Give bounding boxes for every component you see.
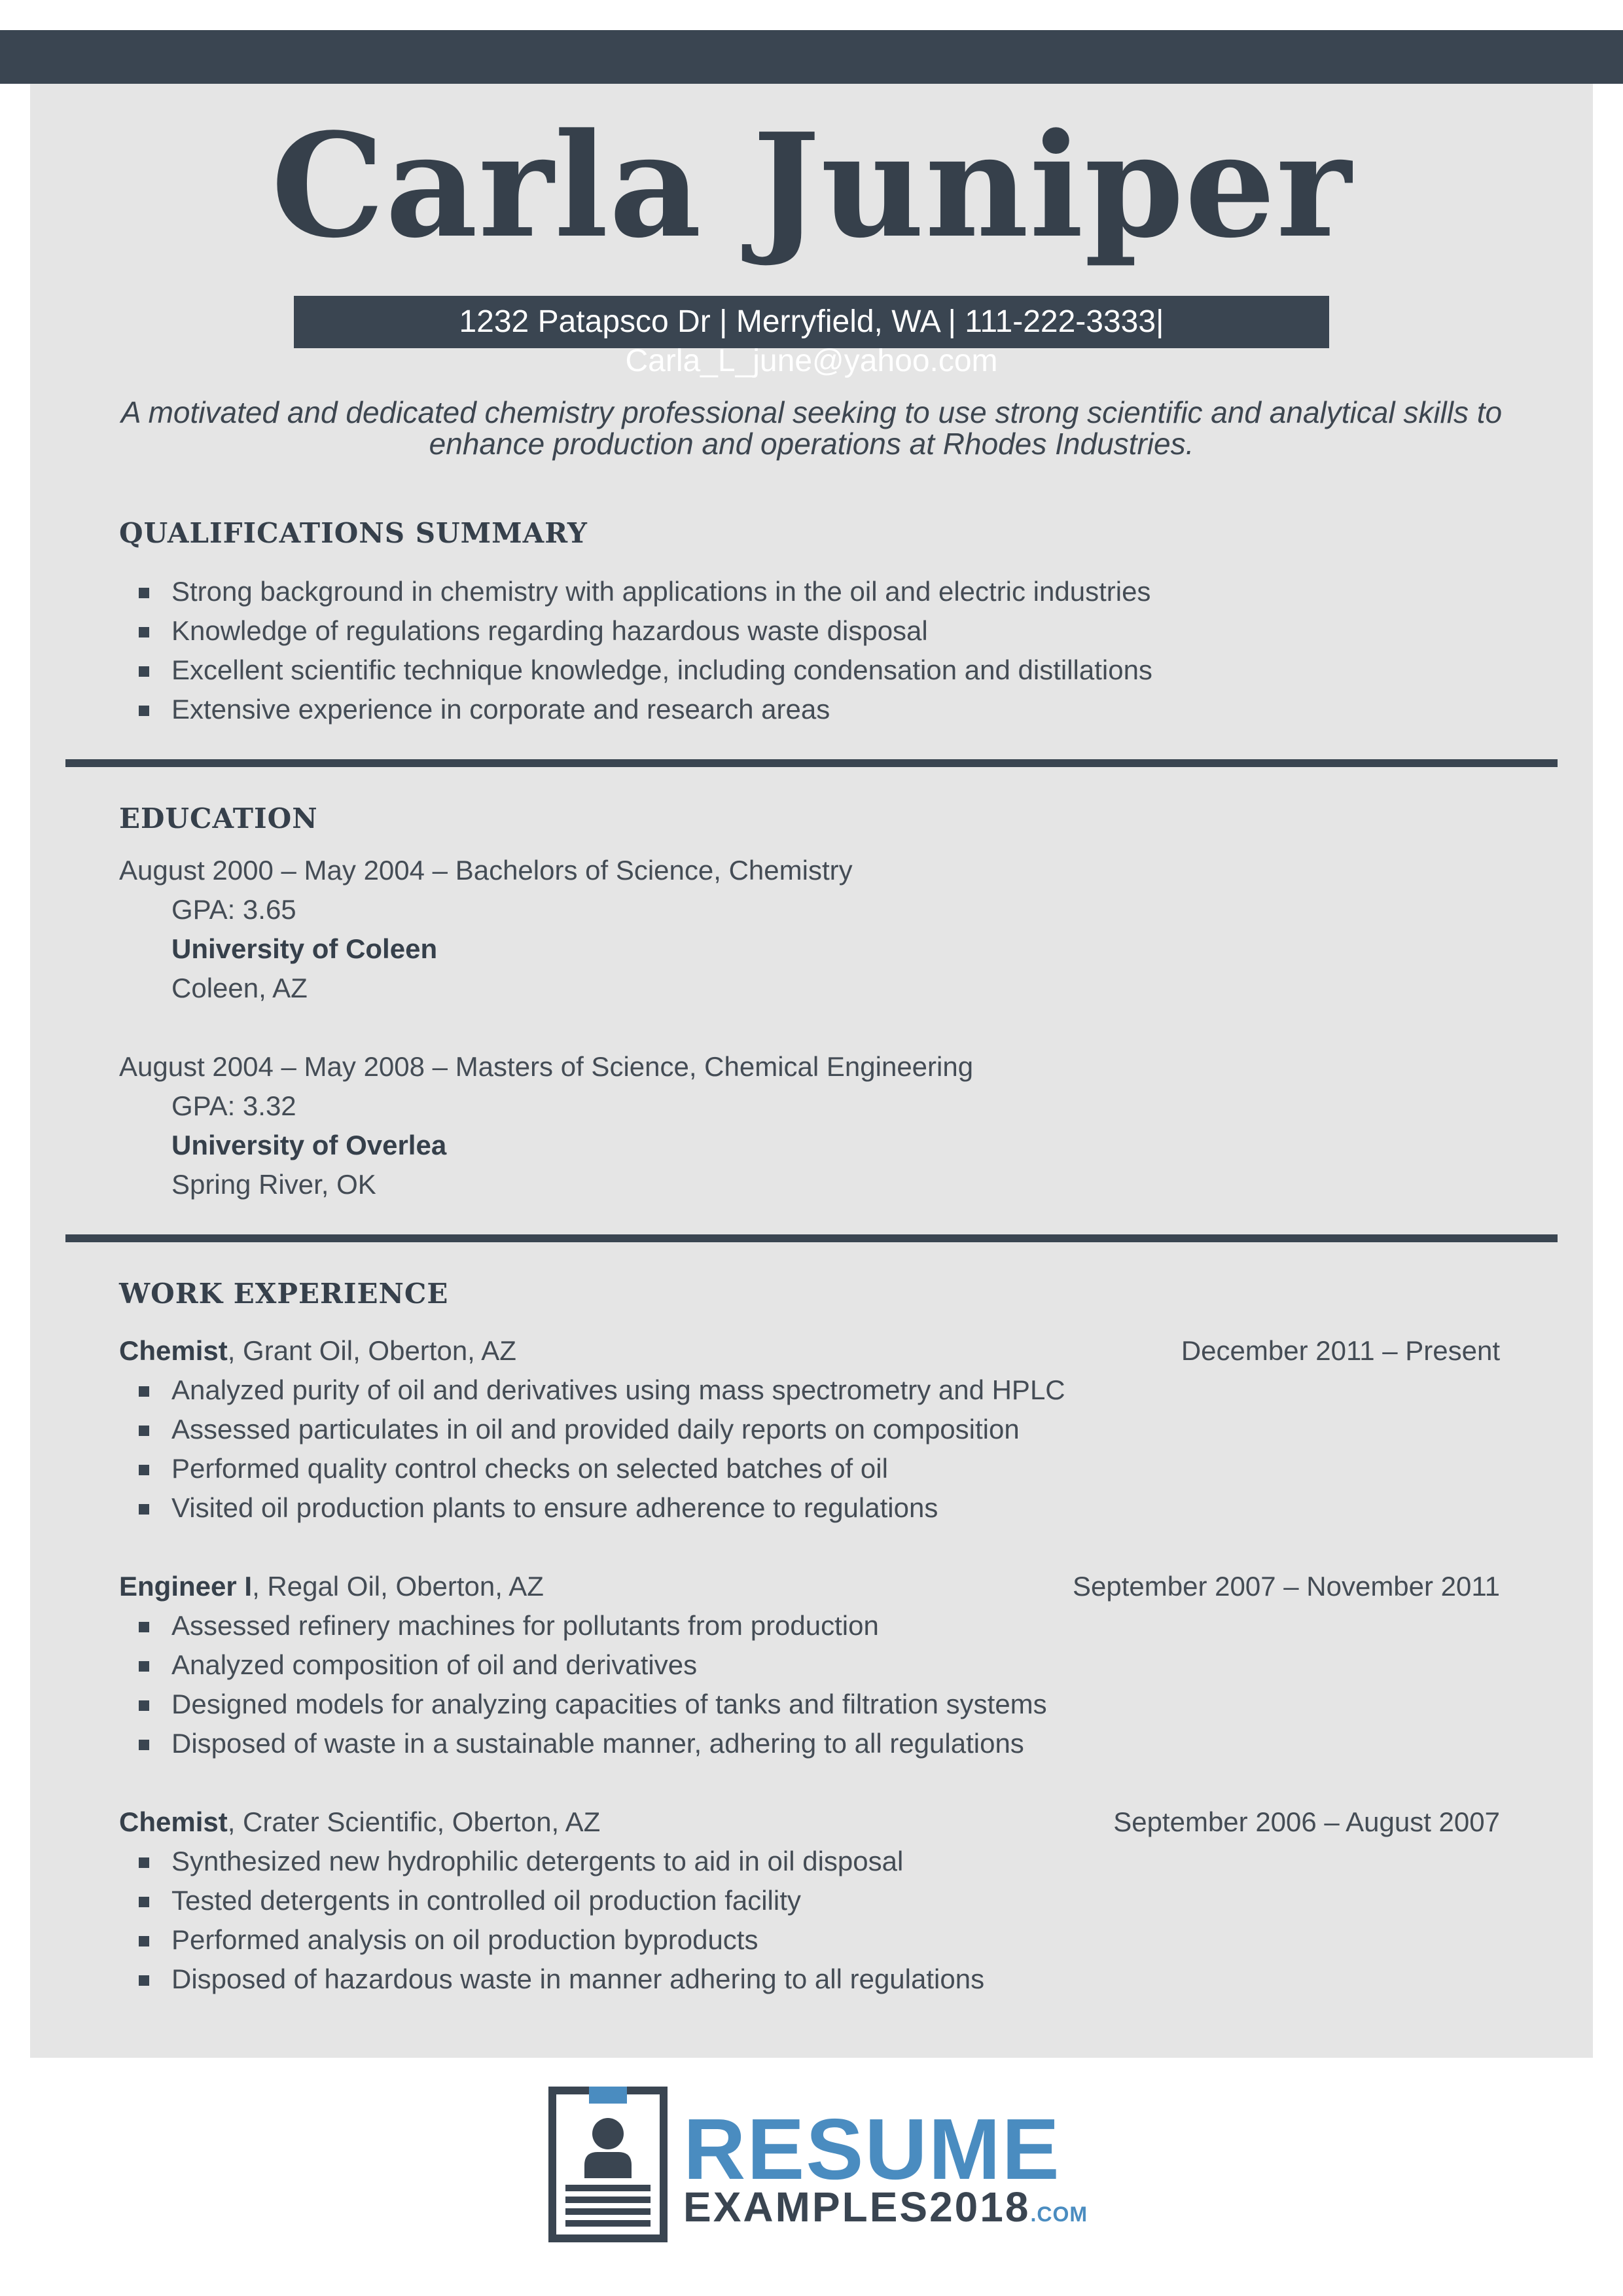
education-entry [119,1047,973,1204]
job-dates: September 2007 – November 2011 [1073,1571,1500,1602]
list-item: Performed quality control checks on selected batches of oil [139,1449,1065,1488]
list-item: Analyzed composition of oil and derivatives [139,1645,1047,1685]
bullet-square-icon [139,1386,149,1397]
education-heading: EDUCATION [119,802,318,834]
job-header [119,1803,1500,1842]
education-entry [119,851,853,1008]
job-duties-list [139,1606,1047,1763]
job-company: , Regal Oil, Oberton, AZ [252,1571,544,1602]
list-item: Tested detergents in controlled oil production facility [139,1881,984,1920]
list-item: Visited oil production plants to ensure adherence to regulations [139,1488,1065,1528]
bullet-square-icon [139,1740,149,1750]
bullet-square-icon [139,1975,149,1986]
logo-text-examples: EXAMPLES2018.COM [683,2183,1088,2231]
gpa: GPA: 3.32 [171,1090,296,1121]
job-dates: September 2006 – August 2007 [1113,1806,1500,1837]
objective-line-2: enhance production and operations at Rhodes Industries. [429,427,1194,461]
bullet-square-icon [139,1622,149,1632]
logo-text-com: .COM [1030,2202,1088,2226]
bullet-square-icon [139,588,149,598]
objective-statement [98,397,1525,459]
job-header [119,1331,1500,1371]
contact-info: 1232 Patapsco Dr | Merryfield, WA | 111-222-3333| Carla_L_june@yahoo.com [294,296,1329,348]
contact-bar [0,296,1623,378]
list-item: Knowledge of regulations regarding hazardous waste disposal [139,611,1152,651]
list-item: Disposed of hazardous waste in manner adhering to all regulations [139,1960,984,1999]
clipboard-icon [548,2087,668,2242]
job-title: Engineer I [119,1571,253,1602]
bullet-square-icon [139,1857,149,1868]
list-item: Performed analysis on oil production byproducts [139,1920,984,1960]
job-title: Chemist [119,1335,228,1366]
school-location: Coleen, AZ [171,973,308,1003]
job-company: , Crater Scientific, Oberton, AZ [227,1806,601,1837]
bullet-square-icon [139,1426,149,1436]
logo-text-resume: RESUME [683,2101,1061,2197]
job-dates: December 2011 – Present [1181,1335,1500,1366]
list-item: Excellent scientific technique knowledge, including condensation and distillations [139,651,1152,690]
list-item: Disposed of waste in a sustainable manner, adhering to all regulations [139,1724,1047,1763]
job-header [119,1567,1500,1606]
top-banner [0,30,1623,84]
school-name: University of Coleen [171,933,438,964]
job-duties-list [139,1842,984,1999]
bullet-square-icon [139,1936,149,1946]
bullet-square-icon [139,1504,149,1515]
section-divider [65,759,1558,767]
bullet-square-icon [139,1897,149,1907]
list-item: Synthesized new hydrophilic detergents to aid in oil disposal [139,1842,984,1881]
gpa: GPA: 3.65 [171,894,296,925]
list-item: Designed models for analyzing capacities of tanks and filtration systems [139,1685,1047,1724]
job-duties-list [139,1371,1065,1528]
degree-line: August 2000 – May 2004 – Bachelors of Science, Chemistry [119,855,853,886]
list-item: Extensive experience in corporate and research areas [139,690,1152,729]
bullet-square-icon [139,1465,149,1475]
candidate-name: Carla Juniper [271,102,1352,270]
job-company: , Grant Oil, Oberton, AZ [227,1335,516,1366]
school-location: Spring River, OK [171,1169,376,1200]
experience-heading: WORK EXPERIENCE [119,1278,449,1310]
degree-line: August 2004 – May 2008 – Masters of Science, Chemical Engineering [119,1051,974,1082]
qualifications-list [139,572,1152,729]
school-name: University of Overlea [171,1130,447,1160]
section-divider [65,1234,1558,1242]
bullet-square-icon [139,1700,149,1711]
qualifications-heading: QUALIFICATIONS SUMMARY [119,517,588,549]
list-item: Analyzed purity of oil and derivatives using mass spectrometry and HPLC [139,1371,1065,1410]
bullet-square-icon [139,627,149,637]
job-title: Chemist [119,1806,228,1837]
list-item: Strong background in chemistry with applications in the oil and electric industries [139,572,1152,611]
list-item: Assessed refinery machines for pollutants from production [139,1606,1047,1645]
list-item: Assessed particulates in oil and provided daily reports on composition [139,1410,1065,1449]
bullet-square-icon [139,1661,149,1672]
objective-line-1: A motivated and dedicated chemistry professional seeking to use strong scientific and analytical skills to [120,395,1503,429]
bullet-square-icon [139,666,149,677]
bullet-square-icon [139,706,149,716]
